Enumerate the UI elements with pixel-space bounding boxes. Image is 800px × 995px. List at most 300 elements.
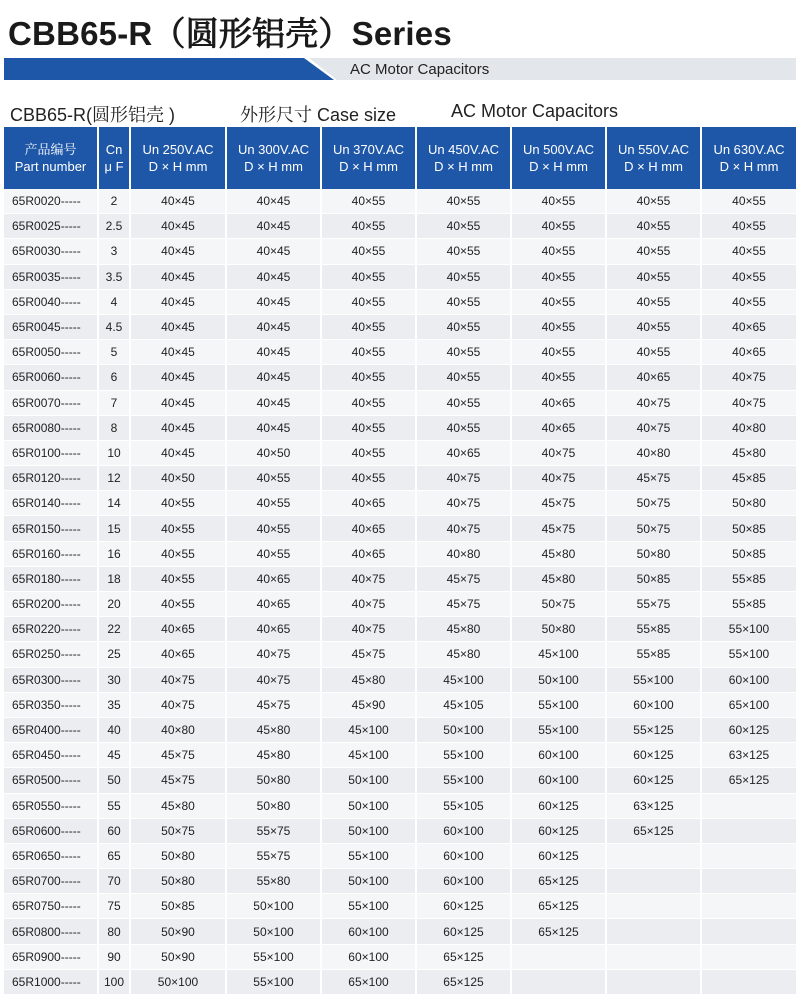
type-label: AC Motor Capacitors: [451, 101, 619, 121]
case-size-cell: 40×45: [130, 264, 226, 289]
part-number-cell: 65R0070-----: [4, 390, 98, 415]
case-size-cell: [606, 969, 701, 994]
capacitance-cell: 25: [98, 642, 130, 667]
case-size-cell: 50×85: [606, 566, 701, 591]
capacitance-cell: 4: [98, 289, 130, 314]
table-row: [4, 314, 796, 339]
column-header: [416, 127, 511, 189]
case-size-cell: 40×55: [321, 390, 416, 415]
case-size-cell: 50×80: [511, 617, 606, 642]
table-header-row: [4, 127, 796, 189]
case-size-cell: 40×55: [130, 566, 226, 591]
case-size-cell: 40×65: [226, 617, 321, 642]
column-header-line1: Un 550V.AC: [617, 142, 690, 157]
part-number-cell: 65R0900-----: [4, 944, 98, 969]
table-row: [4, 491, 796, 516]
part-number-cell: 65R0220-----: [4, 617, 98, 642]
column-header: [606, 127, 701, 189]
case-size-cell: 55×85: [701, 592, 796, 617]
table-row: [4, 692, 796, 717]
part-number-cell: 65R1000-----: [4, 969, 98, 994]
case-size-cell: 40×55: [321, 440, 416, 465]
case-size-cell: 40×55: [701, 264, 796, 289]
case-size-cell: 45×85: [701, 466, 796, 491]
case-size-cell: 40×55: [701, 214, 796, 239]
part-number-cell: 65R0750-----: [4, 894, 98, 919]
capacitance-cell: 2: [98, 189, 130, 214]
case-size-cell: 55×105: [416, 793, 511, 818]
table-row: [4, 617, 796, 642]
case-size-cell: 40×45: [226, 365, 321, 390]
table-row: [4, 289, 796, 314]
case-size-cell: 40×50: [130, 466, 226, 491]
case-size-cell: 40×55: [321, 415, 416, 440]
case-size-cell: 50×100: [130, 969, 226, 994]
case-size-cell: 40×55: [321, 189, 416, 214]
column-header-line2: D × H mm: [339, 159, 398, 174]
case-size-cell: [606, 894, 701, 919]
page-title: CBB65-R（圆形铝壳）Series: [8, 15, 452, 52]
capacitance-cell: 10: [98, 440, 130, 465]
case-size-cell: 50×80: [226, 768, 321, 793]
column-header-line1: Un 250V.AC: [142, 142, 214, 157]
case-size-cell: 50×80: [226, 793, 321, 818]
part-number-cell: 65R0500-----: [4, 768, 98, 793]
part-number-cell: 65R0030-----: [4, 239, 98, 264]
case-size-cell: 45×80: [416, 642, 511, 667]
case-size-cell: 50×90: [130, 919, 226, 944]
case-size-cell: 40×55: [226, 491, 321, 516]
case-size-cell: 50×100: [321, 793, 416, 818]
case-size-cell: 50×80: [606, 541, 701, 566]
case-size-cell: 40×55: [701, 289, 796, 314]
case-size-cell: 40×55: [416, 264, 511, 289]
case-size-cell: 40×45: [130, 314, 226, 339]
capacitance-cell: 6: [98, 365, 130, 390]
case-size-cell: 40×45: [226, 340, 321, 365]
part-number-cell: 65R0300-----: [4, 667, 98, 692]
column-header: [226, 127, 321, 189]
case-size-cell: 55×75: [226, 818, 321, 843]
case-size-cell: 55×75: [226, 843, 321, 868]
case-size-cell: 45×75: [321, 642, 416, 667]
case-size-cell: 45×75: [416, 592, 511, 617]
case-size-cell: 40×55: [416, 314, 511, 339]
case-size-cell: 40×65: [130, 642, 226, 667]
case-size-cell: 45×75: [130, 768, 226, 793]
case-size-cell: 40×45: [226, 214, 321, 239]
case-size-cell: 40×65: [606, 365, 701, 390]
part-number-cell: 65R0035-----: [4, 264, 98, 289]
case-size-cell: 40×80: [416, 541, 511, 566]
case-size-cell: 40×75: [416, 491, 511, 516]
case-size-cell: 65×125: [511, 894, 606, 919]
capacitance-cell: 5: [98, 340, 130, 365]
capacitance-cell: 2.5: [98, 214, 130, 239]
case-size-cell: 40×55: [416, 340, 511, 365]
case-size-cell: 40×75: [321, 617, 416, 642]
case-size-cell: 40×55: [416, 390, 511, 415]
case-size-cell: 55×85: [701, 566, 796, 591]
table-row: [4, 592, 796, 617]
column-header-line1: Un 300V.AC: [237, 142, 310, 157]
case-size-cell: 40×65: [701, 314, 796, 339]
case-size-cell: 45×100: [321, 717, 416, 742]
case-size-cell: 40×45: [130, 239, 226, 264]
column-header: [98, 127, 130, 189]
case-size-cell: 50×100: [321, 768, 416, 793]
table-row: [4, 642, 796, 667]
part-number-cell: 65R0550-----: [4, 793, 98, 818]
case-size-cell: 40×65: [701, 340, 796, 365]
part-number-cell: 65R0080-----: [4, 415, 98, 440]
case-size-cell: 50×100: [416, 717, 511, 742]
capacitance-cell: 12: [98, 466, 130, 491]
table-row: [4, 189, 796, 214]
case-size-cell: 65×125: [701, 768, 796, 793]
case-size-cell: 40×45: [130, 189, 226, 214]
case-size-cell: [701, 818, 796, 843]
case-size-cell: 55×100: [321, 894, 416, 919]
case-size-cell: [701, 969, 796, 994]
case-size-cell: 40×55: [321, 365, 416, 390]
case-size-cell: 40×75: [416, 466, 511, 491]
case-size-cell: [701, 843, 796, 868]
case-size-cell: 50×85: [130, 894, 226, 919]
capacitance-cell: 65: [98, 843, 130, 868]
case-size-cell: 40×55: [226, 466, 321, 491]
column-header-line2: Part number: [14, 159, 87, 174]
case-size-cell: 50×75: [606, 516, 701, 541]
table-row: [4, 390, 796, 415]
capacitance-cell: 8: [98, 415, 130, 440]
part-number-cell: 65R0160-----: [4, 541, 98, 566]
case-size-cell: 40×45: [226, 314, 321, 339]
case-size-cell: 60×125: [701, 717, 796, 742]
column-header-line2: D × H mm: [244, 159, 303, 174]
column-header: [4, 127, 98, 189]
case-size-cell: 45×80: [701, 440, 796, 465]
case-size-cell: 40×55: [226, 516, 321, 541]
table-row: [4, 440, 796, 465]
part-number-cell: 65R0060-----: [4, 365, 98, 390]
case-size-cell: 40×75: [130, 667, 226, 692]
capacitance-cell: 20: [98, 592, 130, 617]
case-size-cell: 40×55: [511, 264, 606, 289]
column-header-line1: Un 500V.AC: [522, 142, 595, 157]
case-size-cell: 40×75: [321, 592, 416, 617]
case-size-cell: 45×80: [321, 667, 416, 692]
part-number-cell: 65R0200-----: [4, 592, 98, 617]
part-number-cell: 65R0450-----: [4, 743, 98, 768]
part-number-cell: 65R0025-----: [4, 214, 98, 239]
part-number-cell: 65R0700-----: [4, 869, 98, 894]
capacitance-cell: 15: [98, 516, 130, 541]
case-size-cell: 45×75: [226, 692, 321, 717]
case-size-cell: 40×45: [130, 214, 226, 239]
column-header: [321, 127, 416, 189]
case-size-cell: 50×100: [226, 919, 321, 944]
case-size-cell: 55×100: [701, 642, 796, 667]
case-size-cell: 60×100: [606, 692, 701, 717]
table-row: [4, 843, 796, 868]
case-size-cell: 45×80: [416, 617, 511, 642]
column-header: [701, 127, 796, 189]
case-size-cell: 45×100: [321, 743, 416, 768]
case-size-cell: 45×105: [416, 692, 511, 717]
case-size-cell: 40×55: [321, 214, 416, 239]
case-size-cell: 45×80: [130, 793, 226, 818]
case-size-cell: 40×55: [226, 541, 321, 566]
case-size-cell: 60×125: [606, 768, 701, 793]
case-size-cell: 40×75: [321, 566, 416, 591]
capacitance-cell: 75: [98, 894, 130, 919]
case-size-cell: 40×55: [130, 541, 226, 566]
case-size-cell: 45×100: [416, 667, 511, 692]
case-size-cell: 45×80: [511, 566, 606, 591]
case-size-cell: 55×100: [321, 843, 416, 868]
case-size-cell: [701, 944, 796, 969]
case-size-cell: 45×75: [606, 466, 701, 491]
case-size-cell: [511, 944, 606, 969]
case-size-cell: 40×45: [130, 289, 226, 314]
part-number-cell: 65R0400-----: [4, 717, 98, 742]
case-size-cell: 40×45: [130, 440, 226, 465]
capacitance-cell: 90: [98, 944, 130, 969]
capacitance-cell: 35: [98, 692, 130, 717]
table-row: [4, 516, 796, 541]
case-size-cell: 40×55: [416, 415, 511, 440]
case-size-cell: [606, 869, 701, 894]
capacitance-cell: 4.5: [98, 314, 130, 339]
case-size-cell: 40×65: [130, 617, 226, 642]
table-body: [4, 189, 796, 995]
table-row: [4, 717, 796, 742]
column-header-line1: Cn: [105, 142, 123, 157]
case-size-cell: [606, 944, 701, 969]
case-size-cell: 65×125: [511, 919, 606, 944]
part-number-cell: 65R0150-----: [4, 516, 98, 541]
section-banner: [4, 58, 796, 80]
case-size-cell: 40×55: [511, 214, 606, 239]
case-size-cell: [701, 793, 796, 818]
case-size-cell: 55×100: [416, 768, 511, 793]
part-number-cell: 65R0120-----: [4, 466, 98, 491]
case-size-cell: 40×55: [606, 264, 701, 289]
case-size-cell: 40×55: [130, 491, 226, 516]
case-size-cell: 40×75: [701, 390, 796, 415]
case-size-cell: 45×100: [511, 642, 606, 667]
case-size-cell: 45×80: [511, 541, 606, 566]
case-size-cell: 40×65: [416, 440, 511, 465]
case-size-cell: 55×100: [511, 717, 606, 742]
part-number-cell: 65R0350-----: [4, 692, 98, 717]
case-size-cell: 60×100: [701, 667, 796, 692]
case-size-cell: 40×50: [226, 440, 321, 465]
case-size-cell: 40×80: [701, 415, 796, 440]
case-size-cell: 50×90: [130, 944, 226, 969]
capacitance-cell: 30: [98, 667, 130, 692]
part-number-cell: 65R0140-----: [4, 491, 98, 516]
table-row: [4, 768, 796, 793]
case-size-cell: 60×125: [511, 793, 606, 818]
case-size-cell: 40×55: [606, 314, 701, 339]
table-row: [4, 969, 796, 994]
case-size-cell: 40×55: [606, 289, 701, 314]
case-size-cell: 45×75: [130, 743, 226, 768]
case-size-cell: 40×75: [226, 667, 321, 692]
capacitance-cell: 3.5: [98, 264, 130, 289]
case-size-cell: 50×80: [701, 491, 796, 516]
case-size-cell: 60×125: [416, 894, 511, 919]
case-size-cell: 40×55: [511, 239, 606, 264]
capacitance-cell: 14: [98, 491, 130, 516]
part-number-cell: 65R0800-----: [4, 919, 98, 944]
case-size-cell: 40×45: [130, 390, 226, 415]
case-size-cell: 60×125: [511, 843, 606, 868]
capacitance-cell: 3: [98, 239, 130, 264]
case-size-cell: 60×100: [511, 768, 606, 793]
capacitance-cell: 45: [98, 743, 130, 768]
case-size-cell: 40×55: [606, 239, 701, 264]
case-size-cell: 60×100: [416, 818, 511, 843]
case-size-cell: 50×100: [226, 894, 321, 919]
case-size-cell: 40×75: [606, 390, 701, 415]
case-size-cell: 55×100: [511, 692, 606, 717]
column-header-line1: Un 450V.AC: [427, 142, 500, 157]
case-size-cell: 55×75: [606, 592, 701, 617]
case-size-cell: 40×65: [321, 541, 416, 566]
case-size-cell: 65×125: [606, 818, 701, 843]
case-size-cell: 50×100: [321, 818, 416, 843]
table-row: [4, 541, 796, 566]
case-size-cell: 65×125: [416, 969, 511, 994]
case-size-cell: 40×65: [226, 566, 321, 591]
case-size-cell: 60×100: [416, 843, 511, 868]
case-size-cell: 65×100: [701, 692, 796, 717]
case-size-cell: 55×100: [701, 617, 796, 642]
case-size-cell: 60×125: [606, 743, 701, 768]
table-row: [4, 239, 796, 264]
model-label: CBB65-R(圆形铝壳 ): [10, 105, 176, 125]
case-size-cell: 45×90: [321, 692, 416, 717]
case-size-cell: 40×55: [606, 340, 701, 365]
table-row: [4, 667, 796, 692]
column-header-line1: Un 370V.AC: [332, 142, 405, 157]
case-size-cell: 65×125: [416, 944, 511, 969]
case-size-cell: 40×55: [416, 214, 511, 239]
case-size-cell: 40×55: [701, 189, 796, 214]
table-row: [4, 264, 796, 289]
case-size-cell: 55×100: [226, 944, 321, 969]
column-header-line2: D × H mm: [529, 159, 588, 174]
part-number-cell: 65R0050-----: [4, 340, 98, 365]
case-size-cell: 60×100: [511, 743, 606, 768]
case-size-cell: [606, 919, 701, 944]
case-size-cell: 40×45: [130, 340, 226, 365]
case-size-cell: 50×100: [321, 869, 416, 894]
case-size-cell: 50×75: [511, 592, 606, 617]
column-header-line1: Un 630V.AC: [713, 142, 785, 157]
column-header-line2: D × H mm: [719, 159, 779, 174]
case-size-cell: 40×45: [226, 264, 321, 289]
case-size-cell: 40×55: [130, 592, 226, 617]
case-size-cell: 55×100: [226, 969, 321, 994]
part-number-cell: 65R0650-----: [4, 843, 98, 868]
case-size-cell: 55×85: [606, 617, 701, 642]
capacitance-cell: 50: [98, 768, 130, 793]
table-row: [4, 365, 796, 390]
case-size-cell: 40×75: [226, 642, 321, 667]
column-header-line1: 产品编号: [24, 142, 77, 157]
capacitance-cell: 60: [98, 818, 130, 843]
case-size-cell: 45×75: [511, 516, 606, 541]
case-size-cell: 50×85: [701, 541, 796, 566]
case-size-cell: 60×125: [511, 818, 606, 843]
column-header: [130, 127, 226, 189]
table-row: [4, 818, 796, 843]
table-row: [4, 944, 796, 969]
case-size-cell: 40×55: [511, 289, 606, 314]
capacitance-cell: 40: [98, 717, 130, 742]
table-row: [4, 743, 796, 768]
case-size-cell: 40×75: [606, 415, 701, 440]
case-size-cell: 40×55: [416, 289, 511, 314]
part-number-cell: 65R0180-----: [4, 566, 98, 591]
case-size-cell: 40×65: [511, 390, 606, 415]
case-size-cell: 40×75: [130, 692, 226, 717]
case-size-cell: 40×75: [511, 466, 606, 491]
case-size-cell: 60×125: [416, 919, 511, 944]
case-size-cell: 45×80: [226, 717, 321, 742]
case-size-cell: 50×75: [130, 818, 226, 843]
case-size-cell: 50×100: [511, 667, 606, 692]
part-number-cell: 65R0250-----: [4, 642, 98, 667]
case-size-cell: 45×80: [226, 743, 321, 768]
case-size-cell: 40×55: [511, 314, 606, 339]
column-header-line2: μ F: [104, 159, 124, 174]
case-size-cell: 40×45: [130, 365, 226, 390]
case-size-cell: 40×55: [511, 365, 606, 390]
column-header: [511, 127, 606, 189]
case-size-cell: 40×75: [701, 365, 796, 390]
case-size-cell: 40×55: [130, 516, 226, 541]
case-size-cell: 40×75: [416, 516, 511, 541]
case-size-cell: 40×45: [226, 289, 321, 314]
capacitance-cell: 55: [98, 793, 130, 818]
case-size-cell: 40×80: [130, 717, 226, 742]
part-number-cell: 65R0040-----: [4, 289, 98, 314]
part-number-cell: 65R0020-----: [4, 189, 98, 214]
capacitance-cell: 16: [98, 541, 130, 566]
capacitance-cell: 70: [98, 869, 130, 894]
case-size-cell: 50×85: [701, 516, 796, 541]
case-size-cell: 65×100: [321, 969, 416, 994]
column-header-line2: D × H mm: [148, 159, 208, 174]
case-size-cell: 40×55: [416, 365, 511, 390]
case-size-cell: 40×55: [511, 189, 606, 214]
table-row: [4, 340, 796, 365]
capacitance-cell: 80: [98, 919, 130, 944]
case-size-cell: 40×55: [321, 340, 416, 365]
part-number-cell: 65R0600-----: [4, 818, 98, 843]
case-size-cell: 40×80: [606, 440, 701, 465]
case-size-cell: [701, 894, 796, 919]
banner-label: AC Motor Capacitors: [350, 61, 490, 78]
case-size-label: 外形尺寸 Case size: [240, 105, 397, 125]
case-size-cell: 55×125: [606, 717, 701, 742]
spec-table: [4, 127, 796, 995]
